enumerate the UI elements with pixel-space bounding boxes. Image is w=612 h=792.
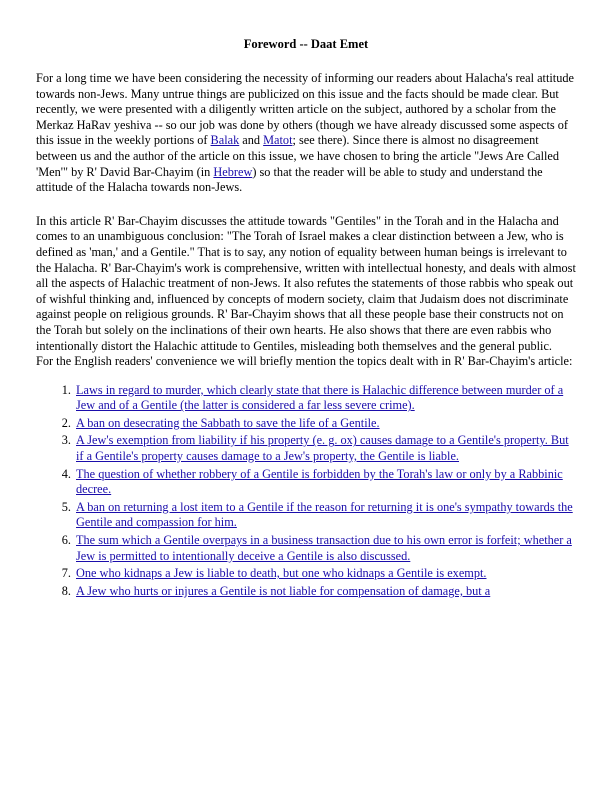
topic-link[interactable]: A Jew who hurts or injures a Gentile is not liable for compensation of damage, but a xyxy=(76,583,491,598)
topic-item xyxy=(74,433,576,464)
document-page xyxy=(36,36,576,601)
intro-text-4: ) so that the reader will be able to study and understand the attitude of the Halacha towards non-Jews. xyxy=(36,164,543,195)
topic-link[interactable]: A ban on desecrating the Sabbath to save the life of a Gentile. xyxy=(76,415,380,430)
intro-paragraph xyxy=(36,71,576,196)
intro-text-1: For a long time we have been considering the necessity of informing our readers about Halacha's real attitude towards non-Jews. Many untrue things are publicized on this issue and the facts should be made clear. But recently, we were presented with a diligently written article on the subject, authored by a scholar from the Merkaz HaRav yeshiva -- so our job was done by others (though we have already discussed some aspects of this issue in the weekly portions of xyxy=(36,71,574,148)
matot-link[interactable]: Matot xyxy=(263,133,293,148)
topics-list xyxy=(36,383,576,600)
topic-item xyxy=(74,467,576,498)
intro-text-3: ; see there). Since there is almost no disagreement between us and the author of the article on this issue, we have chosen to bring the article "Jews Are Called 'Men'" by R' David Bar-Chayim (in xyxy=(36,133,560,179)
intro-text-2: and xyxy=(239,133,264,148)
topic-item xyxy=(74,584,576,600)
topic-link[interactable]: The sum which a Gentile overpays in a business transaction due to his own error is forfeit; whether a Jew is permitted to intentionally deceive a Gentile is also discussed. xyxy=(76,533,572,563)
topic-item xyxy=(74,416,576,432)
hebrew-link[interactable]: Hebrew xyxy=(213,164,253,179)
topic-link[interactable]: One who kidnaps a Jew is liable to death, but one who kidnaps a Gentile is exempt. xyxy=(76,566,487,581)
discussion-paragraph: In this article R' Bar-Chayim discusses the attitude towards "Gentiles" in the Torah and in the Halacha and comes to an unambiguous conclusion: "The Torah of Israel makes a clear distinction between a Jew, who is defined as 'man,' and a Gentile." That is to say, any notion of equality between human beings is irrelevant to the Halacha. R' Bar-Chayim's work is comprehensive, written with intellectual honesty, and deals with almost all the aspects of Halachic treatment of non-Jews. It also refutes the statements of those rabbis who speak out of wishful thinking and, influenced by concepts of modern society, claim that Judaism does not discriminate against people on religious grounds. R' Bar-Chayim shows that all these people base their constructs not on the Torah but solely on the inclinations of their own hearts. He also shows that there are even rabbis who intentionally distort the Halachic attitude to Gentiles, misleading both themselves and the general public. xyxy=(36,213,576,353)
topic-link[interactable]: The question of whether robbery of a Gentile is forbidden by the Torah's law or only by a Rabbinic decree. xyxy=(76,466,563,497)
balak-link[interactable]: Balak xyxy=(210,133,240,148)
topics-intro-paragraph: For the English readers' convenience we will briefly mention the topics dealt with in R' Bar-Chayim's article: xyxy=(36,354,573,369)
topic-item xyxy=(74,500,576,531)
topic-link[interactable]: Laws in regard to murder, which clearly state that there is Halachic difference between murder of a Jew and of a Gentile (the latter is considered a far less severe crime). xyxy=(76,382,564,413)
topic-item xyxy=(74,566,576,582)
topic-link[interactable]: A ban on returning a lost item to a Gentile if the reason for returning it is one's sympathy towards the Gentile and compassion for him. xyxy=(76,499,573,530)
page-title: Foreword -- Daat Emet xyxy=(243,37,369,51)
topic-item xyxy=(74,383,576,414)
topic-link[interactable]: A Jew's exemption from liability if his property (e. g. ox) causes damage to a Gentile's property. But if a Gentile's property causes damage to a Jew's property, the Gentile is liable. xyxy=(76,433,569,464)
topic-item xyxy=(74,533,576,564)
